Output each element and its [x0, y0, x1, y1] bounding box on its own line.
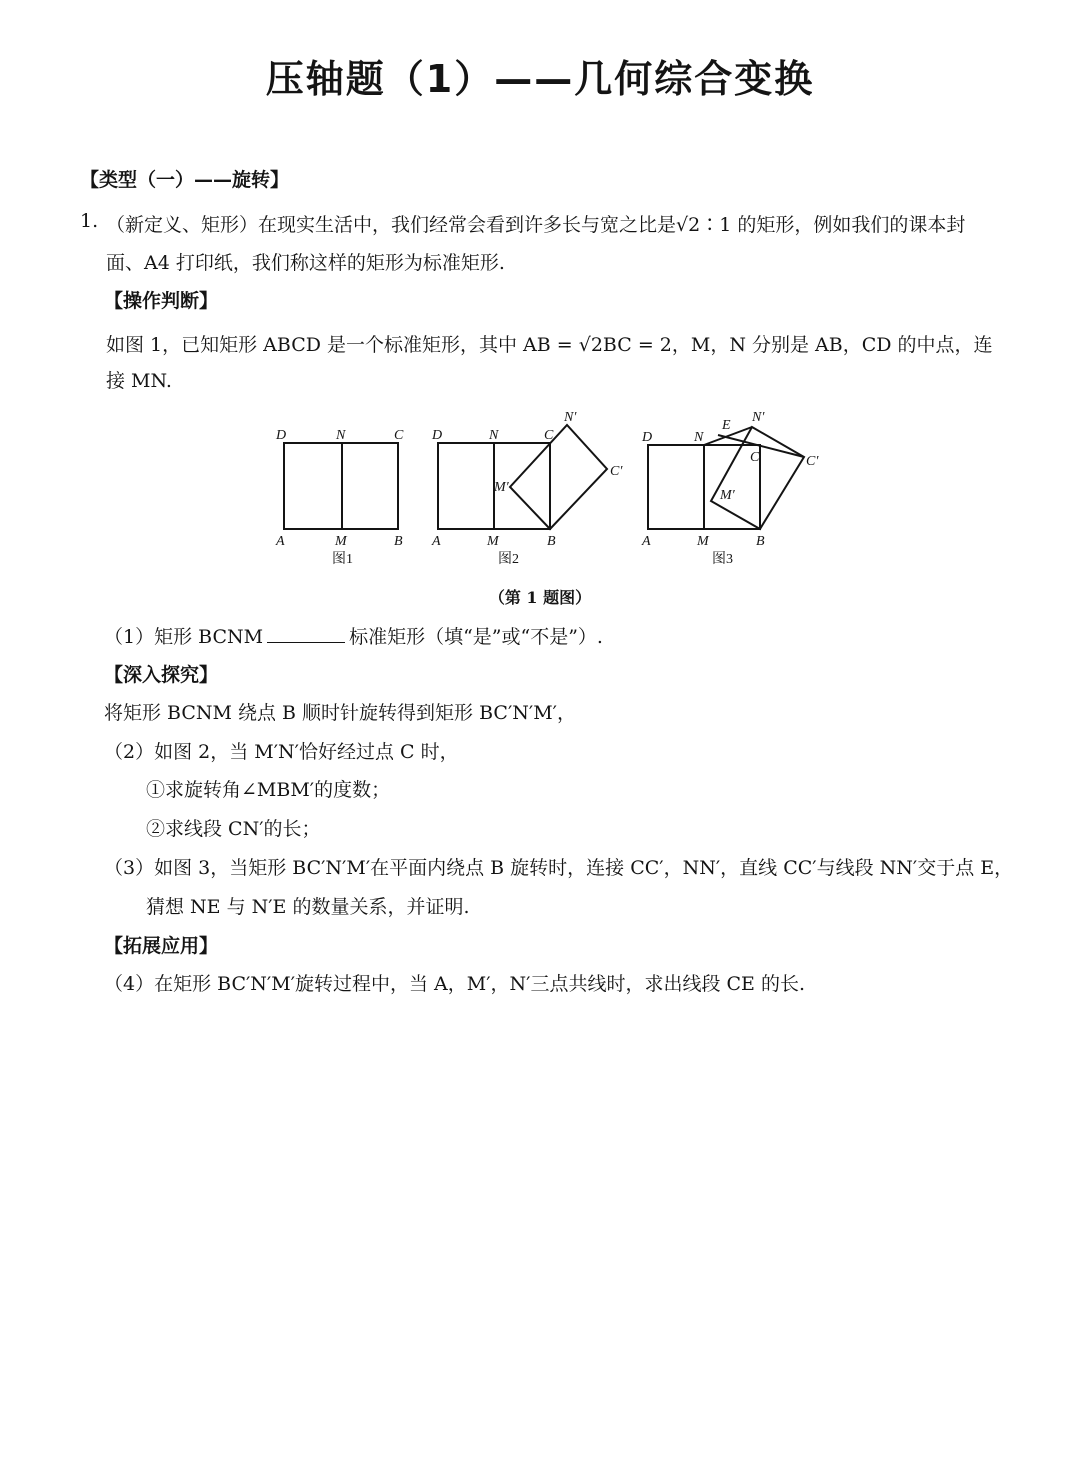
label-n-prime: N′ [752, 410, 765, 425]
question-2b: ②求线段 CN′的长； [146, 818, 321, 840]
label-d: D [642, 430, 653, 445]
label-n: N [694, 430, 704, 445]
label-e: E [722, 418, 731, 433]
label-c-prime: C′ [610, 464, 623, 479]
question-3-line1: （3）如图 3，当矩形 BC′N′M′在平面内绕点 B 旋转时，连接 CC′，NN′，直线 CC′与线段 NN′交于点 E， [104, 857, 1014, 879]
label-d: D [276, 428, 287, 443]
operation-heading: 【操作判断】 [104, 290, 219, 312]
label-c: C [750, 450, 760, 465]
question-1 [104, 622, 603, 649]
figure-3-label: 图3 [712, 552, 733, 567]
question-1-suffix: 标准矩形（填“是”或“不是”）. [349, 626, 603, 648]
deep-explore-line: 将矩形 BCNM 绕点 B 顺时针旋转得到矩形 BC′N′M′， [104, 702, 576, 724]
label-c-prime: C′ [806, 454, 819, 469]
figure-2 [431, 410, 623, 567]
figure-3 [641, 410, 819, 567]
label-a: A [642, 534, 651, 549]
problem-intro-line1: （新定义、矩形）在现实生活中，我们经常会看到许多长与宽之比是√2∶1 的矩形，例如我们的课本封 [106, 214, 966, 236]
question-4: （4）在矩形 BC′N′M′旋转过程中，当 A，M′，N′三点共线时，求出线段 CE 的长. [104, 973, 805, 995]
question-2: （2）如图 2，当 M′N′恰好经过点 C 时， [104, 741, 459, 763]
question-2a: ①求旋转角∠MBM′的度数； [146, 779, 391, 801]
deep-explore-heading: 【深入探究】 [104, 664, 219, 686]
question-3-line2: 猜想 NE 与 N′E 的数量关系，并证明. [146, 896, 470, 918]
figure-1 [275, 428, 404, 567]
label-m: M [335, 534, 347, 549]
rect-bc-n-m-rotated [510, 425, 607, 529]
geometry-figures [270, 405, 830, 575]
figure-1-label: 图1 [332, 552, 353, 567]
label-c: C [394, 428, 404, 443]
figure-2-label: 图2 [498, 552, 519, 567]
operation-line1: 如图 1，已知矩形 ABCD 是一个标准矩形，其中 AB = √2BC = 2，M，N 分别是 AB，CD 的中点，连 [106, 334, 993, 356]
label-m-prime: M′ [494, 480, 509, 495]
label-n: N [489, 428, 499, 443]
page-title: 压轴题（1）——几何综合变换 [265, 57, 815, 101]
question-1-prefix: （1）矩形 BCNM [104, 626, 264, 648]
rect-bc-n-m-rotated [711, 427, 804, 529]
label-d: D [432, 428, 443, 443]
section-heading-rotation: 【类型（一）——旋转】 [80, 169, 290, 191]
label-n-prime: N′ [564, 410, 577, 425]
figure-caption: （第 1 题图） [488, 588, 592, 607]
label-a: A [276, 534, 285, 549]
extension-heading: 【拓展应用】 [104, 935, 219, 957]
label-n: N [336, 428, 346, 443]
operation-line2: 接 MN. [106, 370, 172, 392]
label-b: B [756, 534, 765, 549]
label-m-prime: M′ [720, 488, 735, 503]
answer-blank[interactable] [267, 642, 345, 643]
label-a: A [432, 534, 441, 549]
label-b: B [394, 534, 403, 549]
label-c: C [544, 428, 554, 443]
problem-number: 1. [80, 210, 99, 232]
label-m: M [487, 534, 499, 549]
problem-intro-line2: 面、A4 打印纸，我们称这样的矩形为标准矩形. [106, 252, 505, 274]
label-b: B [547, 534, 556, 549]
label-m: M [697, 534, 709, 549]
